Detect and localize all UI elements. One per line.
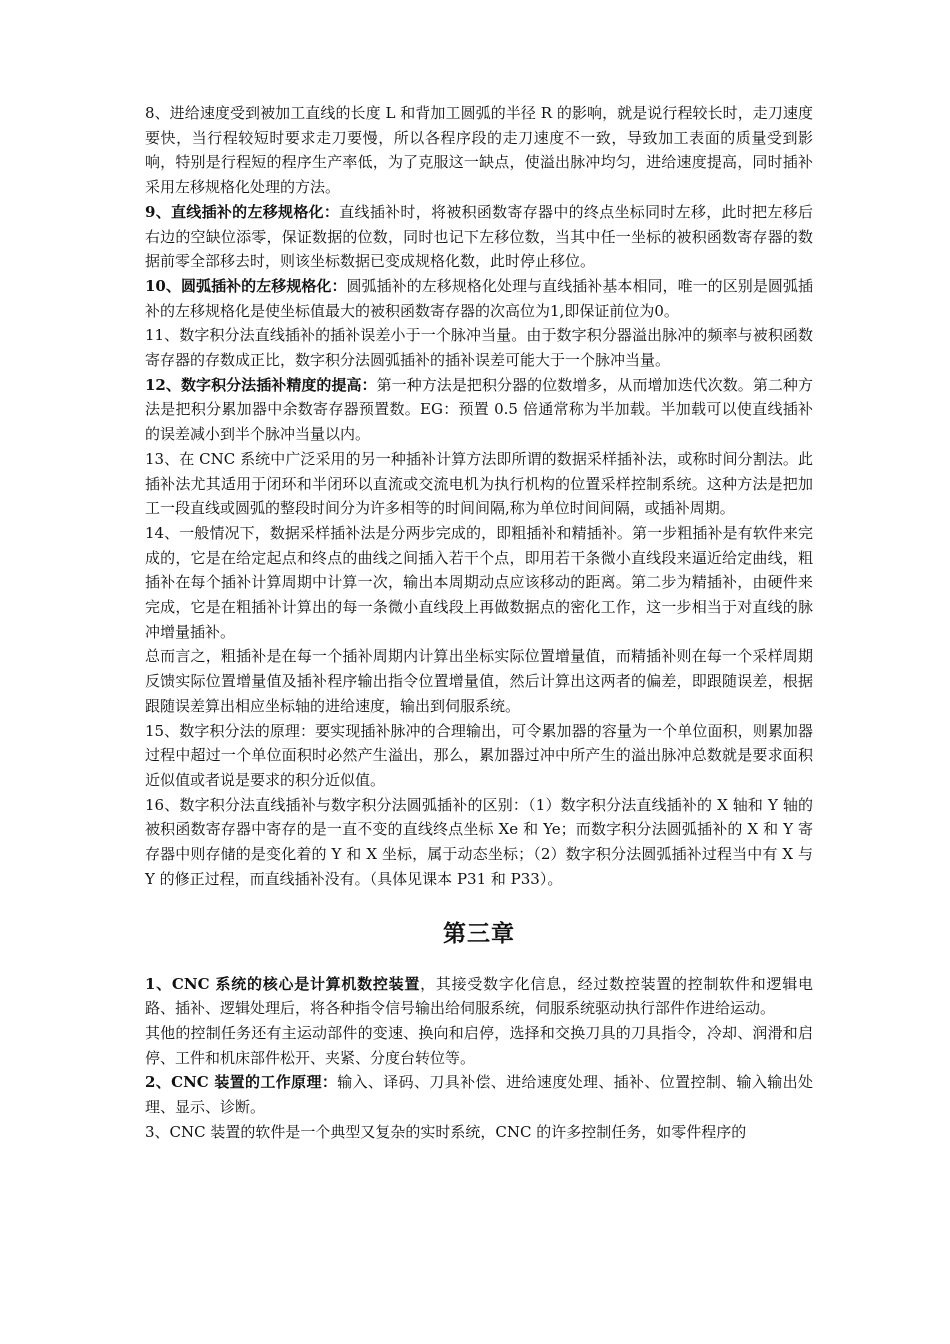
paragraph-11: 11、数字积分法直线插补的插补误差小于一个脉冲当量。由于数字积分器溢出脉冲的频率与被积函数寄存器的存数成正比，数字积分法圆弧插补的插补误差可能大于一个脉冲当量。: [145, 326, 813, 370]
paragraph-12: 12、数字积分法插补精度的提高：第一种方法是把积分器的位数增多，从而增加迭代次数。第二种方法是把积分累加器中余数寄存器预置数。EG：预置 0.5 倍通常称为半加载。半加载可以使直线插补的误差减小到半个脉冲当量以内。: [145, 375, 813, 444]
paragraph-15: 15、数字积分法的原理：要实现插补脉冲的合理输出，可令累加器的容量为一个单位面积，则累加器过程中超过一个单位面积时必然产生溢出，那么，累加器过冲中所产生的溢出脉冲总数就是要求面积近似值或者说是要求的积分近似值。: [145, 721, 813, 789]
chapter3-paragraph-1b: 其他的控制任务还有主运动部件的变速、换向和启停，选择和交换刀具的刀具指令，冷却、润滑和启停、工件和机床部件松开、夹紧、分度台转位等。: [145, 1023, 813, 1067]
paragraph-9: 9、直线插补的左移规格化：直线插补时，将被积函数寄存器中的终点坐标同时左移，此时把左移后右边的空缺位添零，保证数据的位数，同时也记下左移位数，当其中任一坐标的被积函数寄存器的数据前零全部移去时，则该坐标数据已变成规格化数，此时停止移位。: [145, 202, 813, 271]
paragraph-8: 8、进给速度受到被加工直线的长度 L 和背加工圆弧的半径 R 的影响，就是说行程较长时，走刀速度要快，当行程较短时要求走刀要慢，所以各程序段的走刀速度不一致，导致加工表面的质量受到影响，特别是行程短的程序生产率低，为了克服这一缺点，使溢出脉冲均匀，进给速度提高，同时插补采用左移规格化处理的方法。: [145, 104, 813, 197]
paragraph-heading: 2、CNC 装置的工作原理：: [145, 1073, 338, 1092]
document-body: [145, 101, 813, 1144]
chapter-title: 第三章: [443, 919, 515, 947]
chapter3-paragraph-2: 2、CNC 装置的工作原理：输入、译码、刀具补偿、进给速度处理、插补、位置控制、输入输出处理、显示、诊断。: [145, 1073, 813, 1117]
chapter3-paragraph-1: 1、CNC 系统的核心是计算机数控装置，其接受数字化信息，经过数控装置的控制软件和逻辑电路、插补、逻辑处理后，将各种指令信号输出给伺服系统，伺服系统驱动执行部件作进给运动。: [145, 974, 813, 1018]
paragraph-10: 10、圆弧插补的左移规格化：圆弧插补的左移规格化处理与直线插补基本相同，唯一的区别是圆弧插补的左移规格化是使坐标值最大的被积函数寄存器的次高位为1,即保证前位为0。: [145, 276, 813, 320]
paragraph-heading: 1、CNC 系统的核心是计算机数控装置: [145, 974, 421, 993]
paragraph-16: 16、数字积分法直线插补与数字积分法圆弧插补的区别：（1）数字积分法直线插补的 X 轴和 Y 轴的被积函数寄存器中寄存的是一直不变的直线终点坐标 Xe 和 Ye；而数字积分法圆弧插补的 X 和 Y 寄存器中则存储的是变化着的 Y 和 X 坐标，属于动态坐标；（2）数字积分法圆弧插补过程当中有 X 与 Y 的修正过程，而直线插补没有。（具体见课本 P31 和 P33）。: [145, 795, 813, 888]
chapter3-paragraph-3: 3、CNC 装置的软件是一个典型又复杂的实时系统，CNC 的许多控制任务，如零件程序的: [145, 1122, 747, 1141]
paragraph-heading: 9、直线插补的左移规格化：: [145, 202, 340, 221]
paragraph-14-summary: 总而言之，粗插补是在每一个插补周期内计算出坐标实际位置增量值，而精插补则在每一个采样周期反馈实际位置增量值及插补程序输出指令位置增量值，然后计算出这两者的偏差，即跟随误差，根据跟随误差算出相应坐标轴的进给速度，输出到伺服系统。: [145, 647, 813, 715]
paragraph-heading: 12、数字积分法插补精度的提高：: [145, 375, 377, 394]
paragraph-14: 14、一般情况下，数据采样插补法是分两步完成的，即粗插补和精插补。第一步粗插补是有软件来完成的，它是在给定起点和终点的曲线之间插入若干个点，即用若干条微小直线段来逼近给定曲线，粗插补在每个插补计算周期中计算一次，输出本周期动点应该移动的距离。第二步为精插补，由硬件来完成，它是在粗插补计算出的每一条微小直线段上再做数据点的密化工作，这一步相当于对直线的脉冲增量插补。: [145, 523, 813, 641]
paragraph-13: 13、在 CNC 系统中广泛采用的另一种插补计算方法即所谓的数据采样插补法，或称时间分割法。此插补法尤其适用于闭环和半闭环以直流或交流电机为执行机构的位置采样控制系统。这种方法是把加工一段直线或圆弧的整段时间分为许多相等的时间间隔,称为单位时间间隔，或插补周期。: [145, 449, 813, 518]
paragraph-heading: 10、圆弧插补的左移规格化：: [145, 276, 347, 295]
